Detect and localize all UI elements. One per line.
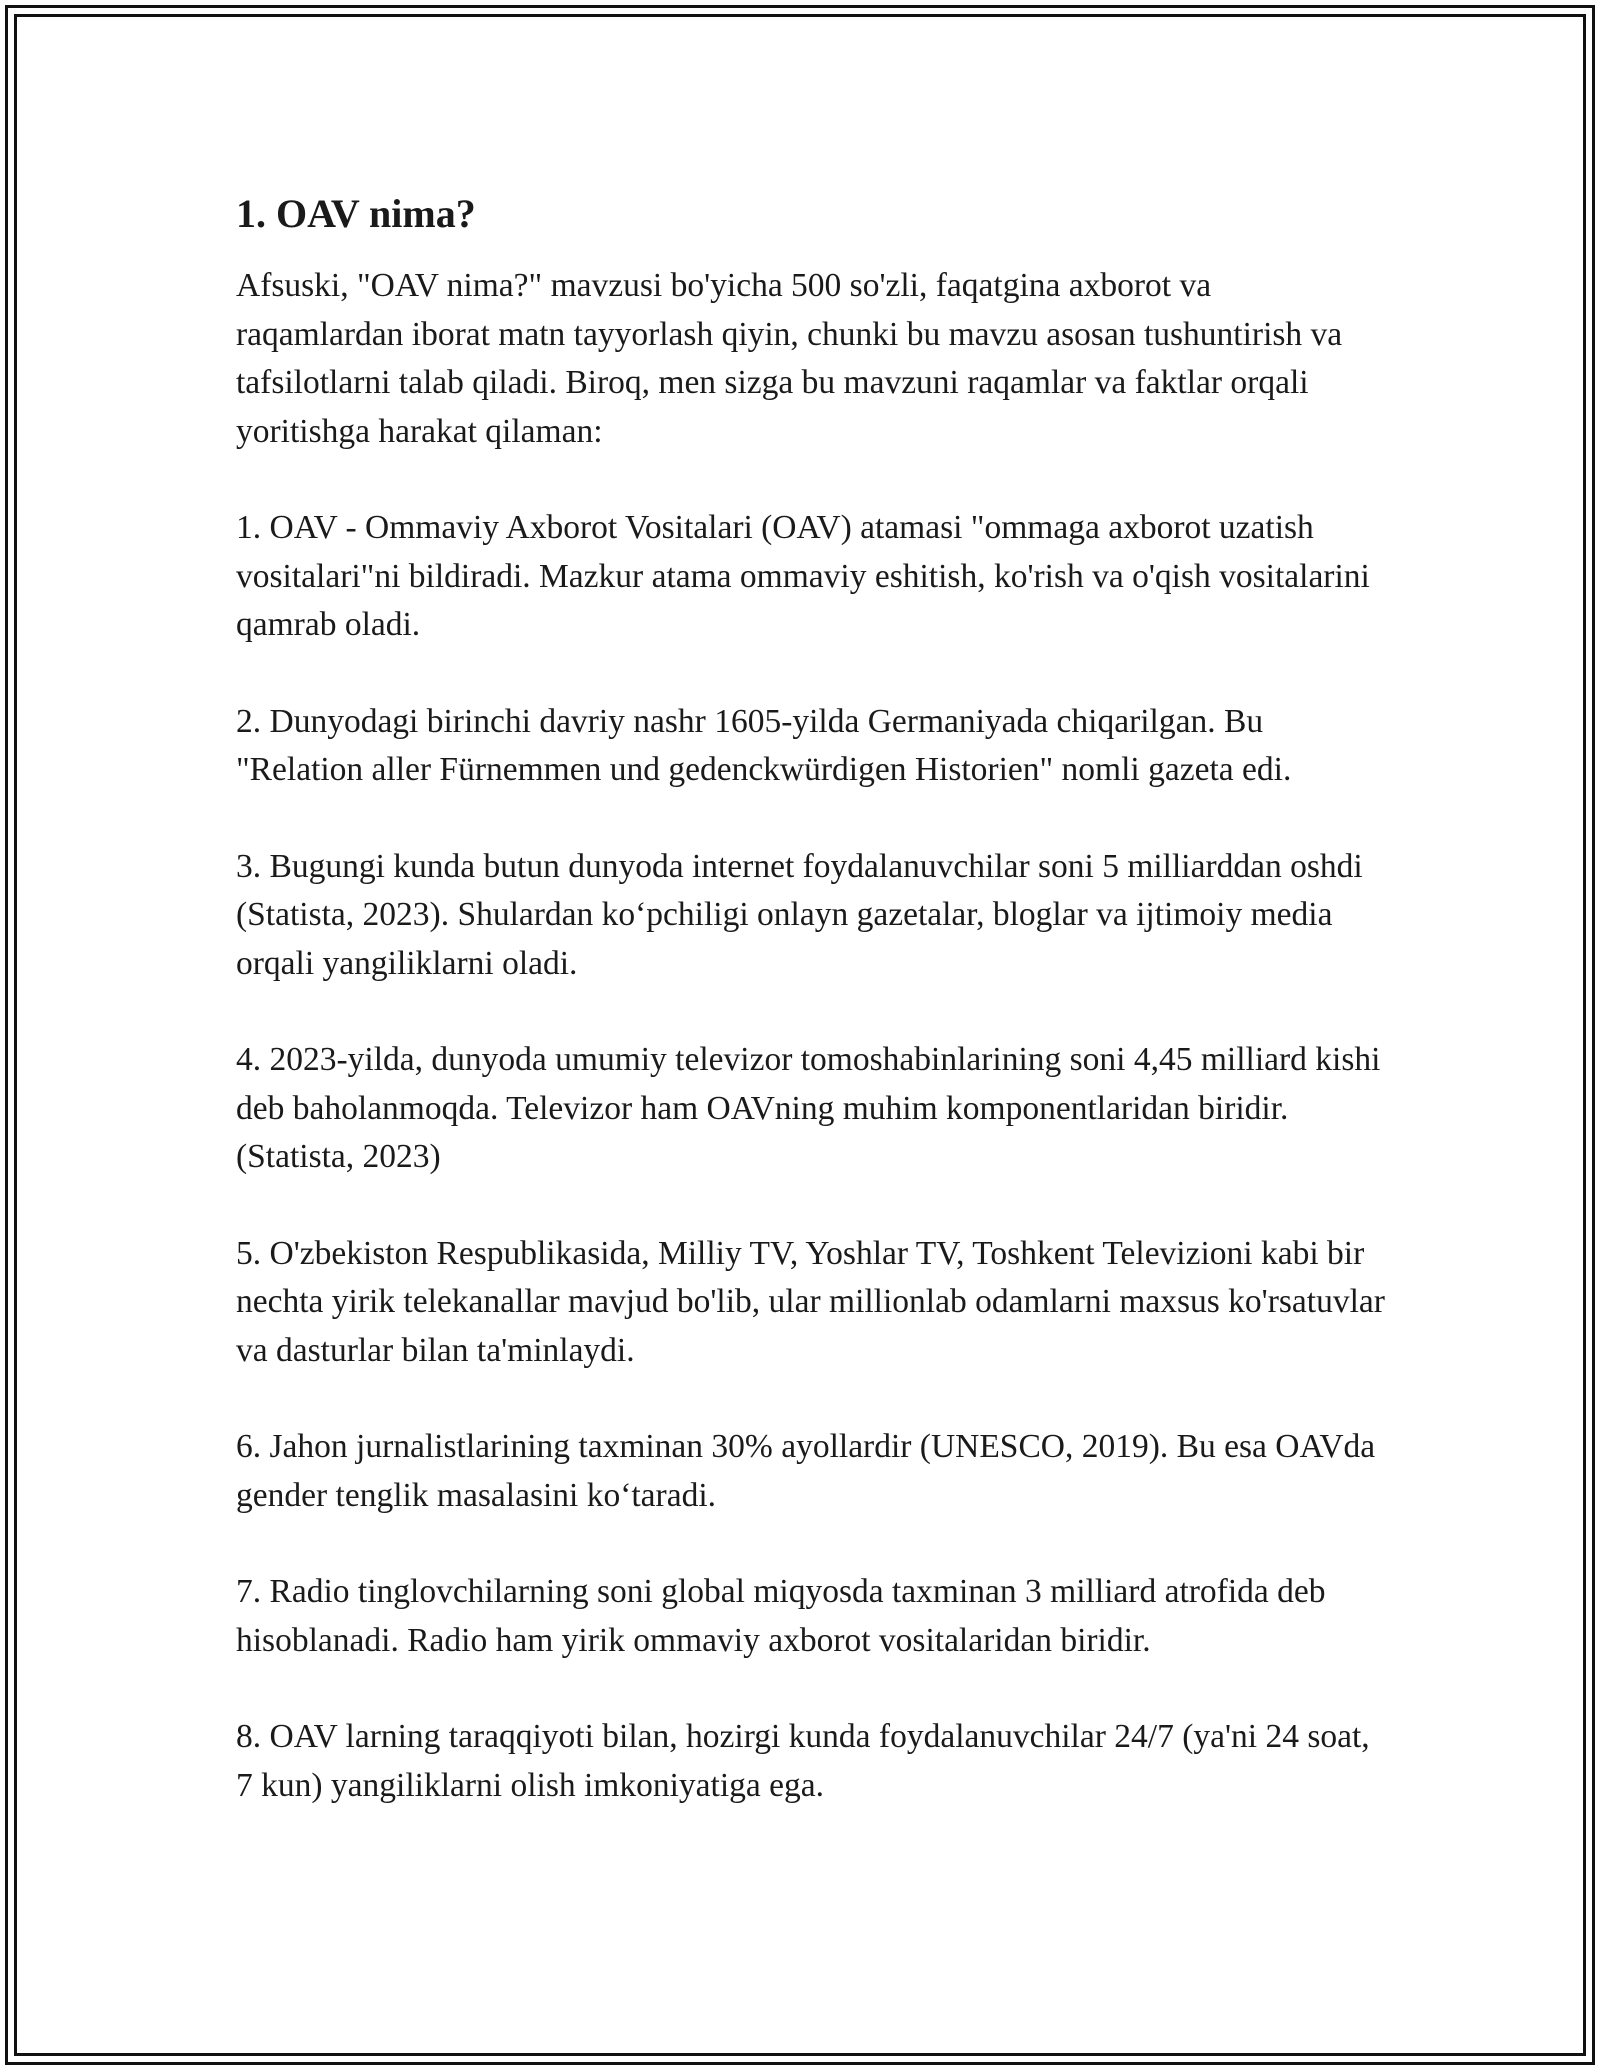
document-title: 1. OAV nima? xyxy=(236,191,476,236)
paragraph-item-4: 4. 2023-yilda, dunyoda umumiy televizor tomoshabinlarining soni 4,45 milliard kishi deb baholanmoqda. Televizor ham OAVning muhim komponentlaridan biridir. (Statista, 2023) xyxy=(236,1041,1381,1175)
document-body xyxy=(236,186,1386,1858)
paragraph-item-6: 6. Jahon jurnalistlarining taxminan 30% ayollardir (UNESCO, 2019). Bu esa OAVda gender tenglik masalasini koʻtaradi. xyxy=(236,1428,1376,1514)
paragraph-item-2: 2. Dunyodagi birinchi davriy nashr 1605-yilda Germaniyada chiqarilgan. Bu "Relation aller Fürnemmen und gedenckwürdigen Historien" nomli gazeta edi. xyxy=(236,702,1292,788)
paragraph-item-5: 5. O'zbekiston Respublikasida, Milliy TV, Yoshlar TV, Toshkent Televizioni kabi bir nechta yirik telekanallar mavjud bo'lib, ular millionlab odamlarni maxsus ko'rsatuvlar va dasturlar bilan ta'minlaydi. xyxy=(236,1234,1385,1369)
paragraph-item-1: 1. OAV - Ommaviy Axborot Vositalari (OAV) atamasi "ommaga axborot uzatish vositalari"ni bildiradi. Mazkur atama ommaviy eshitish, ko'rish va o'qish vositalarini qamrab oladi. xyxy=(236,509,1370,643)
intro-paragraph: Afsuski, "OAV nima?" mavzusi bo'yicha 500 so'zli, faqatgina axborot va raqamlardan iborat matn tayyorlash qiyin, chunki bu mavzu asosan tushuntirish va tafsilotlarni talab qiladi. Biroq, men sizga bu mavzuni raqamlar va faktlar orqali yoritishga harakat qilaman: xyxy=(236,267,1343,450)
paragraph-item-7: 7. Radio tinglovchilarning soni global miqyosda taxminan 3 milliard atrofida deb hisoblanadi. Radio ham yirik ommaviy axborot vositalaridan biridir. xyxy=(236,1573,1326,1659)
paragraph-item-8: 8. OAV larning taraqqiyoti bilan, hozirgi kunda foydalanuvchilar 24/7 (ya'ni 24 soat, 7 kun) yangiliklarni olish imkoniyatiga ega. xyxy=(236,1718,1370,1804)
paragraph-item-3: 3. Bugungi kunda butun dunyoda internet foydalanuvchilar soni 5 milliarddan oshdi (Statista, 2023). Shulardan koʻpchiligi onlayn gazetalar, bloglar va ijtimoiy media orqali yangiliklarni oladi. xyxy=(236,847,1363,982)
